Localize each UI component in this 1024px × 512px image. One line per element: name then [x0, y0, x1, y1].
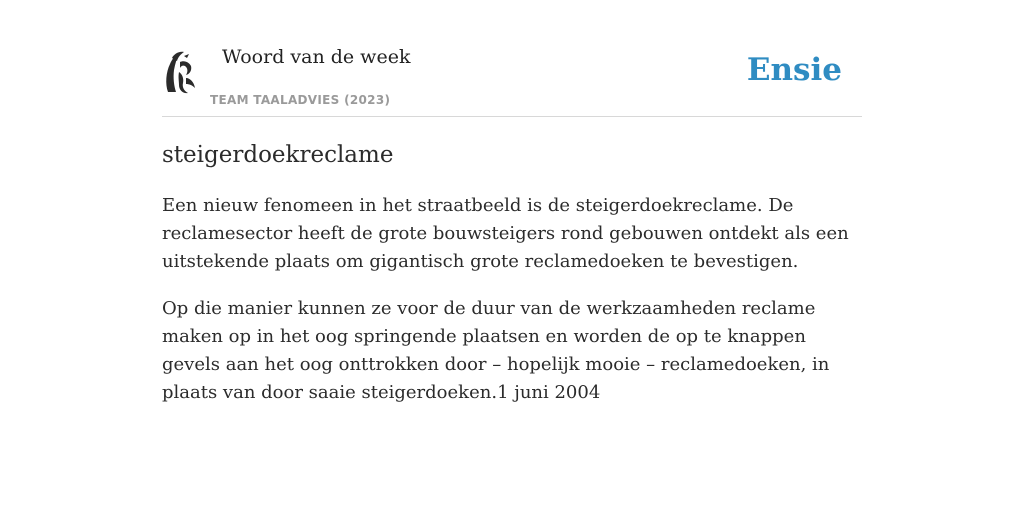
headword: steigerdoekreclame: [162, 142, 394, 168]
article-paragraph-2: [162, 295, 862, 407]
author-label: TEAM TAALADVIES (2023): [210, 93, 391, 107]
article-date: 1 juni 2004: [497, 382, 601, 403]
flemish-lion-logo-icon: [162, 48, 198, 96]
article-paragraph-1: Een nieuw fenomeen in het straatbeeld is de steigerdoekreclame. De reclamesector heeft de grote bouwsteigers rond gebouwen ontdekt als een uitstekende plaats om gigantisch grote reclamedoeken te bevestigen.: [162, 195, 849, 272]
section-title: Woord van de week: [222, 46, 411, 68]
article: [162, 140, 862, 407]
brand-logo-link[interactable]: Ensie: [746, 52, 842, 88]
article-paragraph-2-text: Op die manier kunnen ze voor de duur van de werkzaamheden reclame maken op in het oog springende plaatsen en worden de op te knappen gevels aan het oog onttrokken door – hopelijk mooie – reclamedoeken, in plaats van door saaie steigerdoeken.: [162, 298, 830, 403]
header: [162, 40, 862, 117]
